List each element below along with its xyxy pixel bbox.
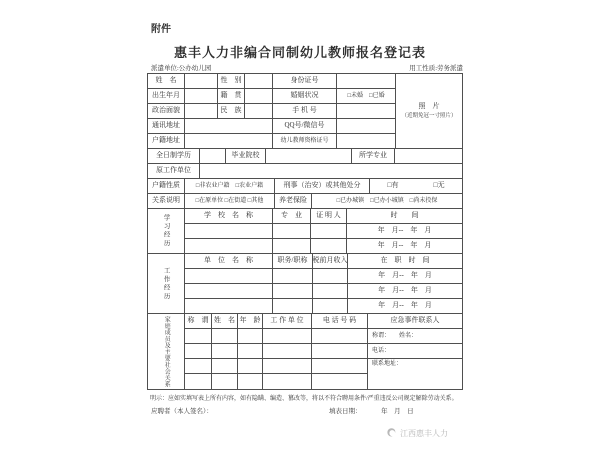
id-number-label: 身份证号 [273, 74, 337, 89]
emergency-address-input[interactable]: 联系地址： [372, 361, 403, 367]
household-addr-input[interactable] [185, 134, 273, 149]
registration-table [147, 73, 463, 390]
work-income-header: 税前月收入 [313, 254, 348, 269]
family-age-input[interactable] [238, 329, 263, 344]
attachment-label: 附件 [151, 24, 171, 35]
family-employer-input[interactable] [263, 359, 312, 374]
gender-input[interactable] [245, 74, 273, 89]
prev-employer-input[interactable] [200, 164, 462, 179]
brand-name: 江西惠丰人力 [400, 429, 448, 438]
family-section-label: 家庭成员及主要社会关系 [148, 314, 185, 389]
teacher-cert-label: 幼儿教师资格证号 [273, 134, 337, 149]
study-major-input[interactable] [273, 239, 311, 254]
family-age-input[interactable] [238, 344, 263, 359]
work-title-header: 职务/职称 [273, 254, 313, 269]
work-date-range[interactable]: 年 月-- 年 月 [348, 269, 462, 284]
work-income-input[interactable] [313, 284, 348, 299]
dispatch-unit-label: 派遣单位:公办幼儿园 [151, 65, 212, 72]
study-date-range[interactable]: 年 月-- 年 月 [347, 224, 462, 239]
work-section-label: 工作经历 [148, 254, 185, 314]
work-date-range[interactable]: 年 月-- 年 月 [348, 284, 462, 299]
family-employer-input[interactable] [263, 374, 312, 389]
college-label: 毕业院校 [226, 149, 266, 164]
penalty-label: 刑事（治安）或其他处分 [275, 179, 370, 194]
relation-checkboxes[interactable]: □在原单位 □在街道 □其他 [185, 194, 275, 209]
family-phone-input[interactable] [312, 344, 368, 359]
photo-title: 照 片 [418, 102, 440, 111]
work-unit-input[interactable] [185, 284, 273, 299]
education-label: 全日制学历 [148, 149, 200, 164]
id-number-input[interactable] [337, 74, 396, 89]
brand-logo-icon [386, 427, 397, 440]
family-employer-input[interactable] [263, 329, 312, 344]
emergency-phone-input[interactable]: 电话： [368, 344, 462, 359]
work-title-input[interactable] [273, 284, 313, 299]
qq-wechat-label: QQ号/微信号 [273, 119, 337, 134]
family-employer-header: 工 作 单 位 [263, 314, 312, 329]
photo-cell[interactable] [396, 74, 462, 149]
family-phone-input[interactable] [312, 359, 368, 374]
study-section-label: 学习经历 [148, 209, 185, 254]
ethnicity-label: 民 族 [218, 104, 245, 119]
study-school-input[interactable] [185, 239, 273, 254]
photo-note: （近期免冠一寸照片） [401, 112, 457, 119]
address-label: 通讯地址 [148, 119, 185, 134]
household-addr-label: 户籍地址 [148, 134, 185, 149]
mobile-input[interactable] [337, 104, 396, 119]
fill-date-label: 填表日期： [329, 408, 362, 415]
form-title: 惠丰人力非编合同制幼儿教师报名登记表 [173, 45, 426, 60]
household-type-checkboxes[interactable]: □非农业户籍 □农业户籍 [185, 179, 275, 194]
politics-label: 政治面貌 [148, 104, 185, 119]
work-title-input[interactable] [273, 269, 313, 284]
family-name-input[interactable] [212, 329, 238, 344]
teacher-cert-input[interactable] [337, 134, 396, 149]
major-label: 所学专业 [352, 149, 395, 164]
politics-input[interactable] [185, 104, 218, 119]
work-unit-input[interactable] [185, 269, 273, 284]
penalty-yes-checkbox[interactable]: □有 [387, 181, 399, 190]
pension-label: 养老保险 [275, 194, 312, 209]
gender-label: 性 别 [218, 74, 245, 89]
study-witness-input[interactable] [311, 224, 347, 239]
family-name-header: 姓 名 [212, 314, 238, 329]
study-time-header: 时 间 [347, 209, 462, 224]
study-major-header: 专 业 [273, 209, 311, 224]
pension-checkboxes[interactable]: □已办城镇 □已办小城镇 □尚未投保 [312, 194, 462, 209]
work-income-input[interactable] [313, 269, 348, 284]
work-date-range[interactable]: 年 月-- 年 月 [348, 299, 462, 314]
study-witness-input[interactable] [311, 239, 347, 254]
work-unit-input[interactable] [185, 299, 273, 314]
ethnicity-input[interactable] [245, 104, 273, 119]
family-relation-input[interactable] [185, 344, 212, 359]
birth-label: 出生年月 [148, 89, 185, 104]
family-relation-header: 称 谓 [185, 314, 212, 329]
study-school-input[interactable] [185, 224, 273, 239]
brand-watermark [386, 427, 448, 440]
name-label: 姓 名 [148, 74, 185, 89]
study-date-range[interactable]: 年 月-- 年 月 [347, 239, 462, 254]
penalty-no-checkbox[interactable]: □无 [433, 181, 445, 190]
family-name-input[interactable] [212, 359, 238, 374]
family-relation-input[interactable] [185, 329, 212, 344]
family-employer-input[interactable] [263, 344, 312, 359]
family-relation-input[interactable] [185, 359, 212, 374]
emergency-contact-header: 应急事件联系人 [368, 314, 462, 329]
household-type-label: 户籍性质 [148, 179, 185, 194]
signature-row [151, 406, 463, 415]
subheader-row [151, 63, 463, 72]
family-age-input[interactable] [238, 359, 263, 374]
study-school-header: 学 校 名 称 [185, 209, 273, 224]
family-phone-input[interactable] [312, 374, 368, 389]
fill-date-value: 年 月 日 [381, 408, 414, 415]
mobile-label: 手 机 号 [273, 104, 337, 119]
notice-text: 明示：应如实填写表上所有内容，如有隐瞒、编造、篡改等，将以不符合聘用条件/严重违反公司规定解除劳动关系。 [150, 396, 458, 402]
prev-employer-label: 原工作单位 [148, 164, 200, 179]
relation-note-label: 关系说明 [148, 194, 185, 209]
penalty-checkboxes[interactable] [370, 179, 462, 194]
marital-label: 婚姻状况 [273, 89, 337, 104]
education-input[interactable] [200, 149, 226, 164]
address-input[interactable] [185, 119, 273, 134]
birth-input[interactable] [185, 89, 218, 104]
study-witness-header: 证 明 人 [311, 209, 347, 224]
major-input[interactable] [395, 149, 462, 164]
name-input[interactable] [185, 74, 218, 89]
work-title-input[interactable] [273, 299, 313, 314]
study-major-input[interactable] [273, 224, 311, 239]
family-name-input[interactable] [212, 344, 238, 359]
native-place-label: 籍 贯 [218, 89, 245, 104]
work-income-input[interactable] [313, 299, 348, 314]
family-age-header: 年 龄 [238, 314, 263, 329]
qq-wechat-input[interactable] [337, 119, 396, 134]
family-name-input[interactable] [212, 374, 238, 389]
employment-type-label: 用工性质:劳务派遣 [409, 65, 463, 72]
family-phone-input[interactable] [312, 329, 368, 344]
college-input[interactable] [266, 149, 352, 164]
family-relation-input[interactable] [185, 374, 212, 389]
marital-options-checkboxes[interactable]: □未婚 □已婚 [337, 89, 396, 104]
work-unit-header: 单 位 名 称 [185, 254, 273, 269]
signature-label: 应聘者（本人签名）： [151, 408, 213, 415]
family-age-input[interactable] [238, 374, 263, 389]
native-place-input[interactable] [245, 89, 273, 104]
emergency-relation-name-input[interactable]: 称谓： 姓名： [368, 329, 462, 344]
work-tenure-header: 在 职 时 间 [348, 254, 462, 269]
family-phone-header: 电 话 号 码 [312, 314, 368, 329]
